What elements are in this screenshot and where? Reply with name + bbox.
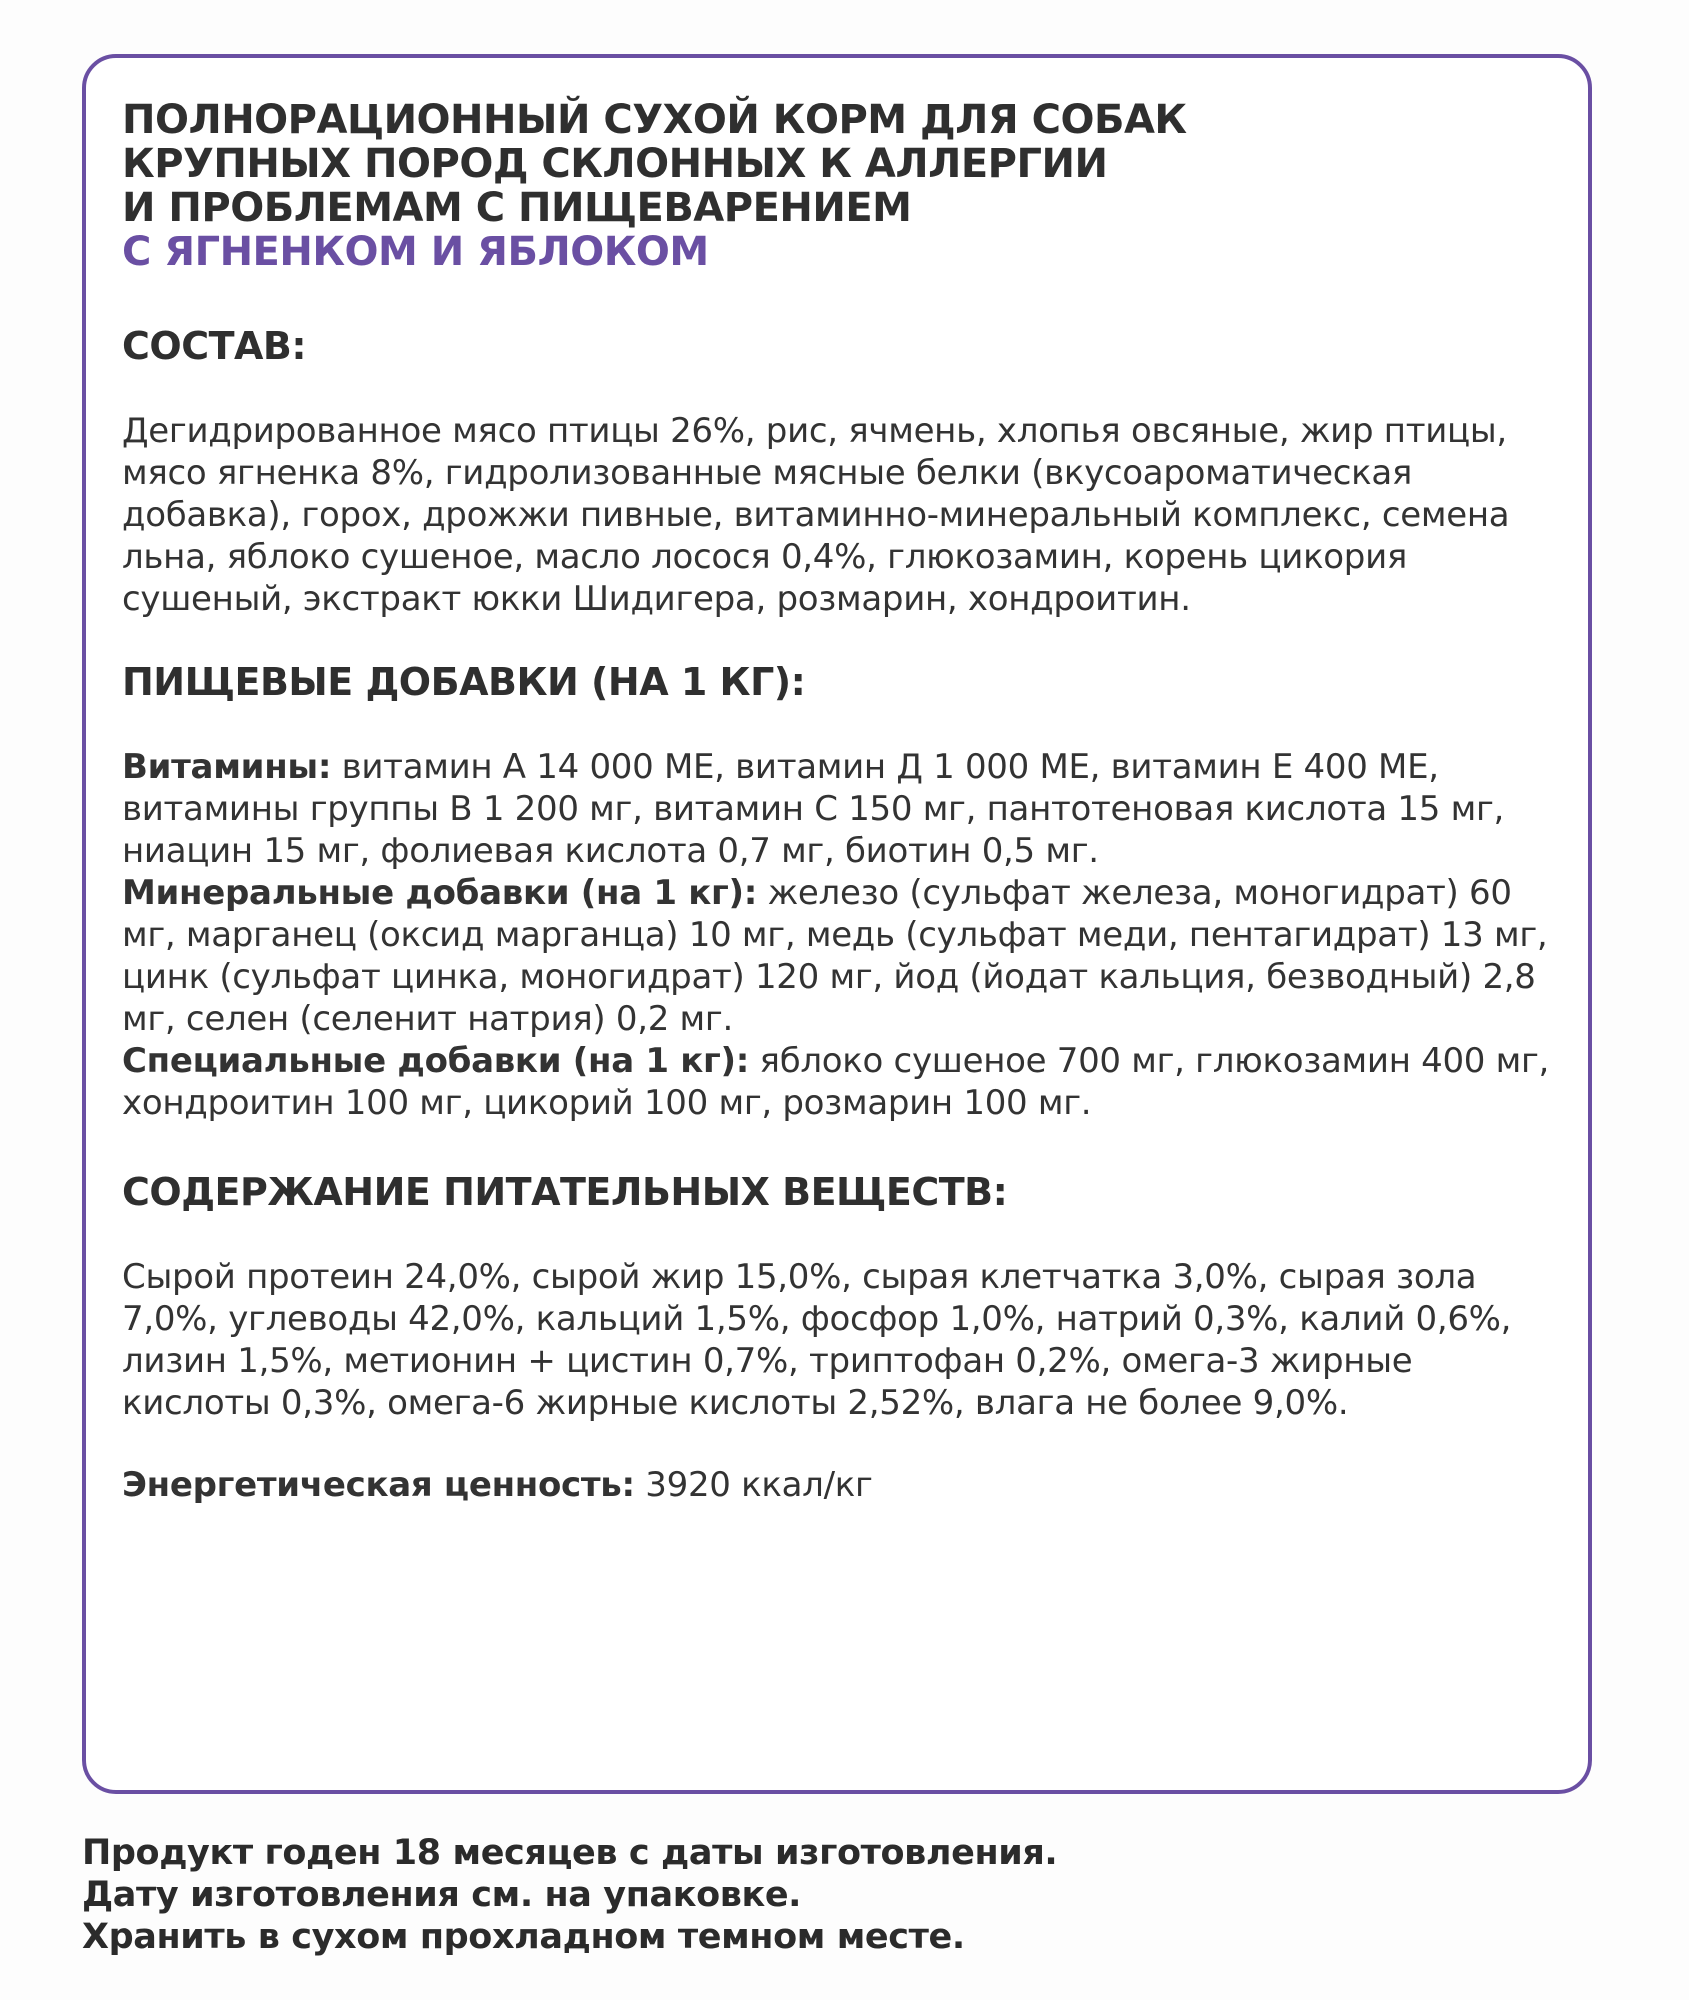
storage-footer <box>82 1832 1602 1958</box>
vitamins-paragraph <box>122 746 1552 872</box>
title-line-2: КРУПНЫХ ПОРОД СКЛОННЫХ К АЛЛЕРГИИ <box>122 141 1108 187</box>
nutrients-text: Сырой протеин 24,0%, сырой жир 15,0%, сырая клетчатка 3,0%, сырая зола 7,0%, углеводы 42,0%, кальций 1,5%, фосфор 1,0%, натрий 0,3%, калий 0,6%, лизин 1,5%, метионин + цистин 0,7%, триптофан 0,2%, омега-3 жирные кислоты 0,3%, омега-6 жирные кислоты 2,52%, влага не более 9,0%. <box>122 1257 1512 1423</box>
title-line-3: И ПРОБЛЕМАМ С ПИЩЕВАРЕНИЕМ <box>122 185 912 231</box>
nutrients-heading: СОДЕРЖАНИЕ ПИТАТЕЛЬНЫХ ВЕЩЕСТВ: <box>122 1170 1008 1214</box>
minerals-label: Минеральные добавки (на 1 кг): <box>122 873 758 913</box>
energy-label: Энергетическая ценность: <box>122 1465 635 1505</box>
additives-heading: ПИЩЕВЫЕ ДОБАВКИ (НА 1 КГ): <box>122 660 806 704</box>
minerals-text: железо (сульфат железа, моногидрат) 60 мг, марганец (оксид марганца) 10 мг, медь (сульфат меди, пентагидрат) 13 мг, цинк (сульфат цинка, моногидрат) 120 мг, йод (йодат кальция, безводный) 2,8 мг, селен (селенит натрия) 0,2 мг. <box>122 873 1548 1039</box>
title-flavor: С ЯГНЕНКОМ И ЯБЛОКОМ <box>122 229 709 275</box>
storage-instructions: Хранить в сухом прохладном темном месте. <box>82 1917 965 1957</box>
composition-text: Дегидрированное мясо птицы 26%, рис, ячмень, хлопья овсяные, жир птицы, мясо ягненка 8%, гидролизованные мясные белки (вкусоароматическая добавка), горох, дрожжи пивные, витаминно-минеральный комплекс, семена льна, яблоко сушеное, масло лосося 0,4%, глюкозамин, корень цикория сушеный, экстракт юкки Шидигера, розмарин, хондроитин. <box>122 411 1510 619</box>
energy-value: 3920 ккал/кг <box>634 1465 873 1505</box>
composition-heading: СОСТАВ: <box>122 324 307 368</box>
title-line-1: ПОЛНОРАЦИОННЫЙ СУХОЙ КОРМ ДЛЯ СОБАК <box>122 97 1187 143</box>
special-additives-paragraph <box>122 1040 1552 1124</box>
vitamins-label: Витамины: <box>122 747 332 787</box>
manufacture-date-note: Дату изготовления см. на упаковке. <box>82 1875 802 1915</box>
energy-paragraph <box>122 1464 1552 1506</box>
special-additives-label: Специальные добавки (на 1 кг): <box>122 1041 750 1081</box>
product-title <box>122 98 1552 274</box>
minerals-paragraph <box>122 872 1552 1040</box>
vitamins-text: витамин А 14 000 МЕ, витамин Д 1 000 МЕ, витамин Е 400 МЕ, витамины группы В 1 200 мг, витамин С 150 мг, пантотеновая кислота 15 мг, ниацин 15 мг, фолиевая кислота 0,7 мг, биотин 0,5 мг. <box>122 747 1505 871</box>
special-additives-text: яблоко сушеное 700 мг, глюкозамин 400 мг, хондроитин 100 мг, цикорий 100 мг, розмарин 100 мг. <box>122 1041 1550 1123</box>
shelf-life-text: Продукт годен 18 месяцев с даты изготовления. <box>82 1833 1058 1873</box>
product-info-card <box>82 54 1592 1794</box>
